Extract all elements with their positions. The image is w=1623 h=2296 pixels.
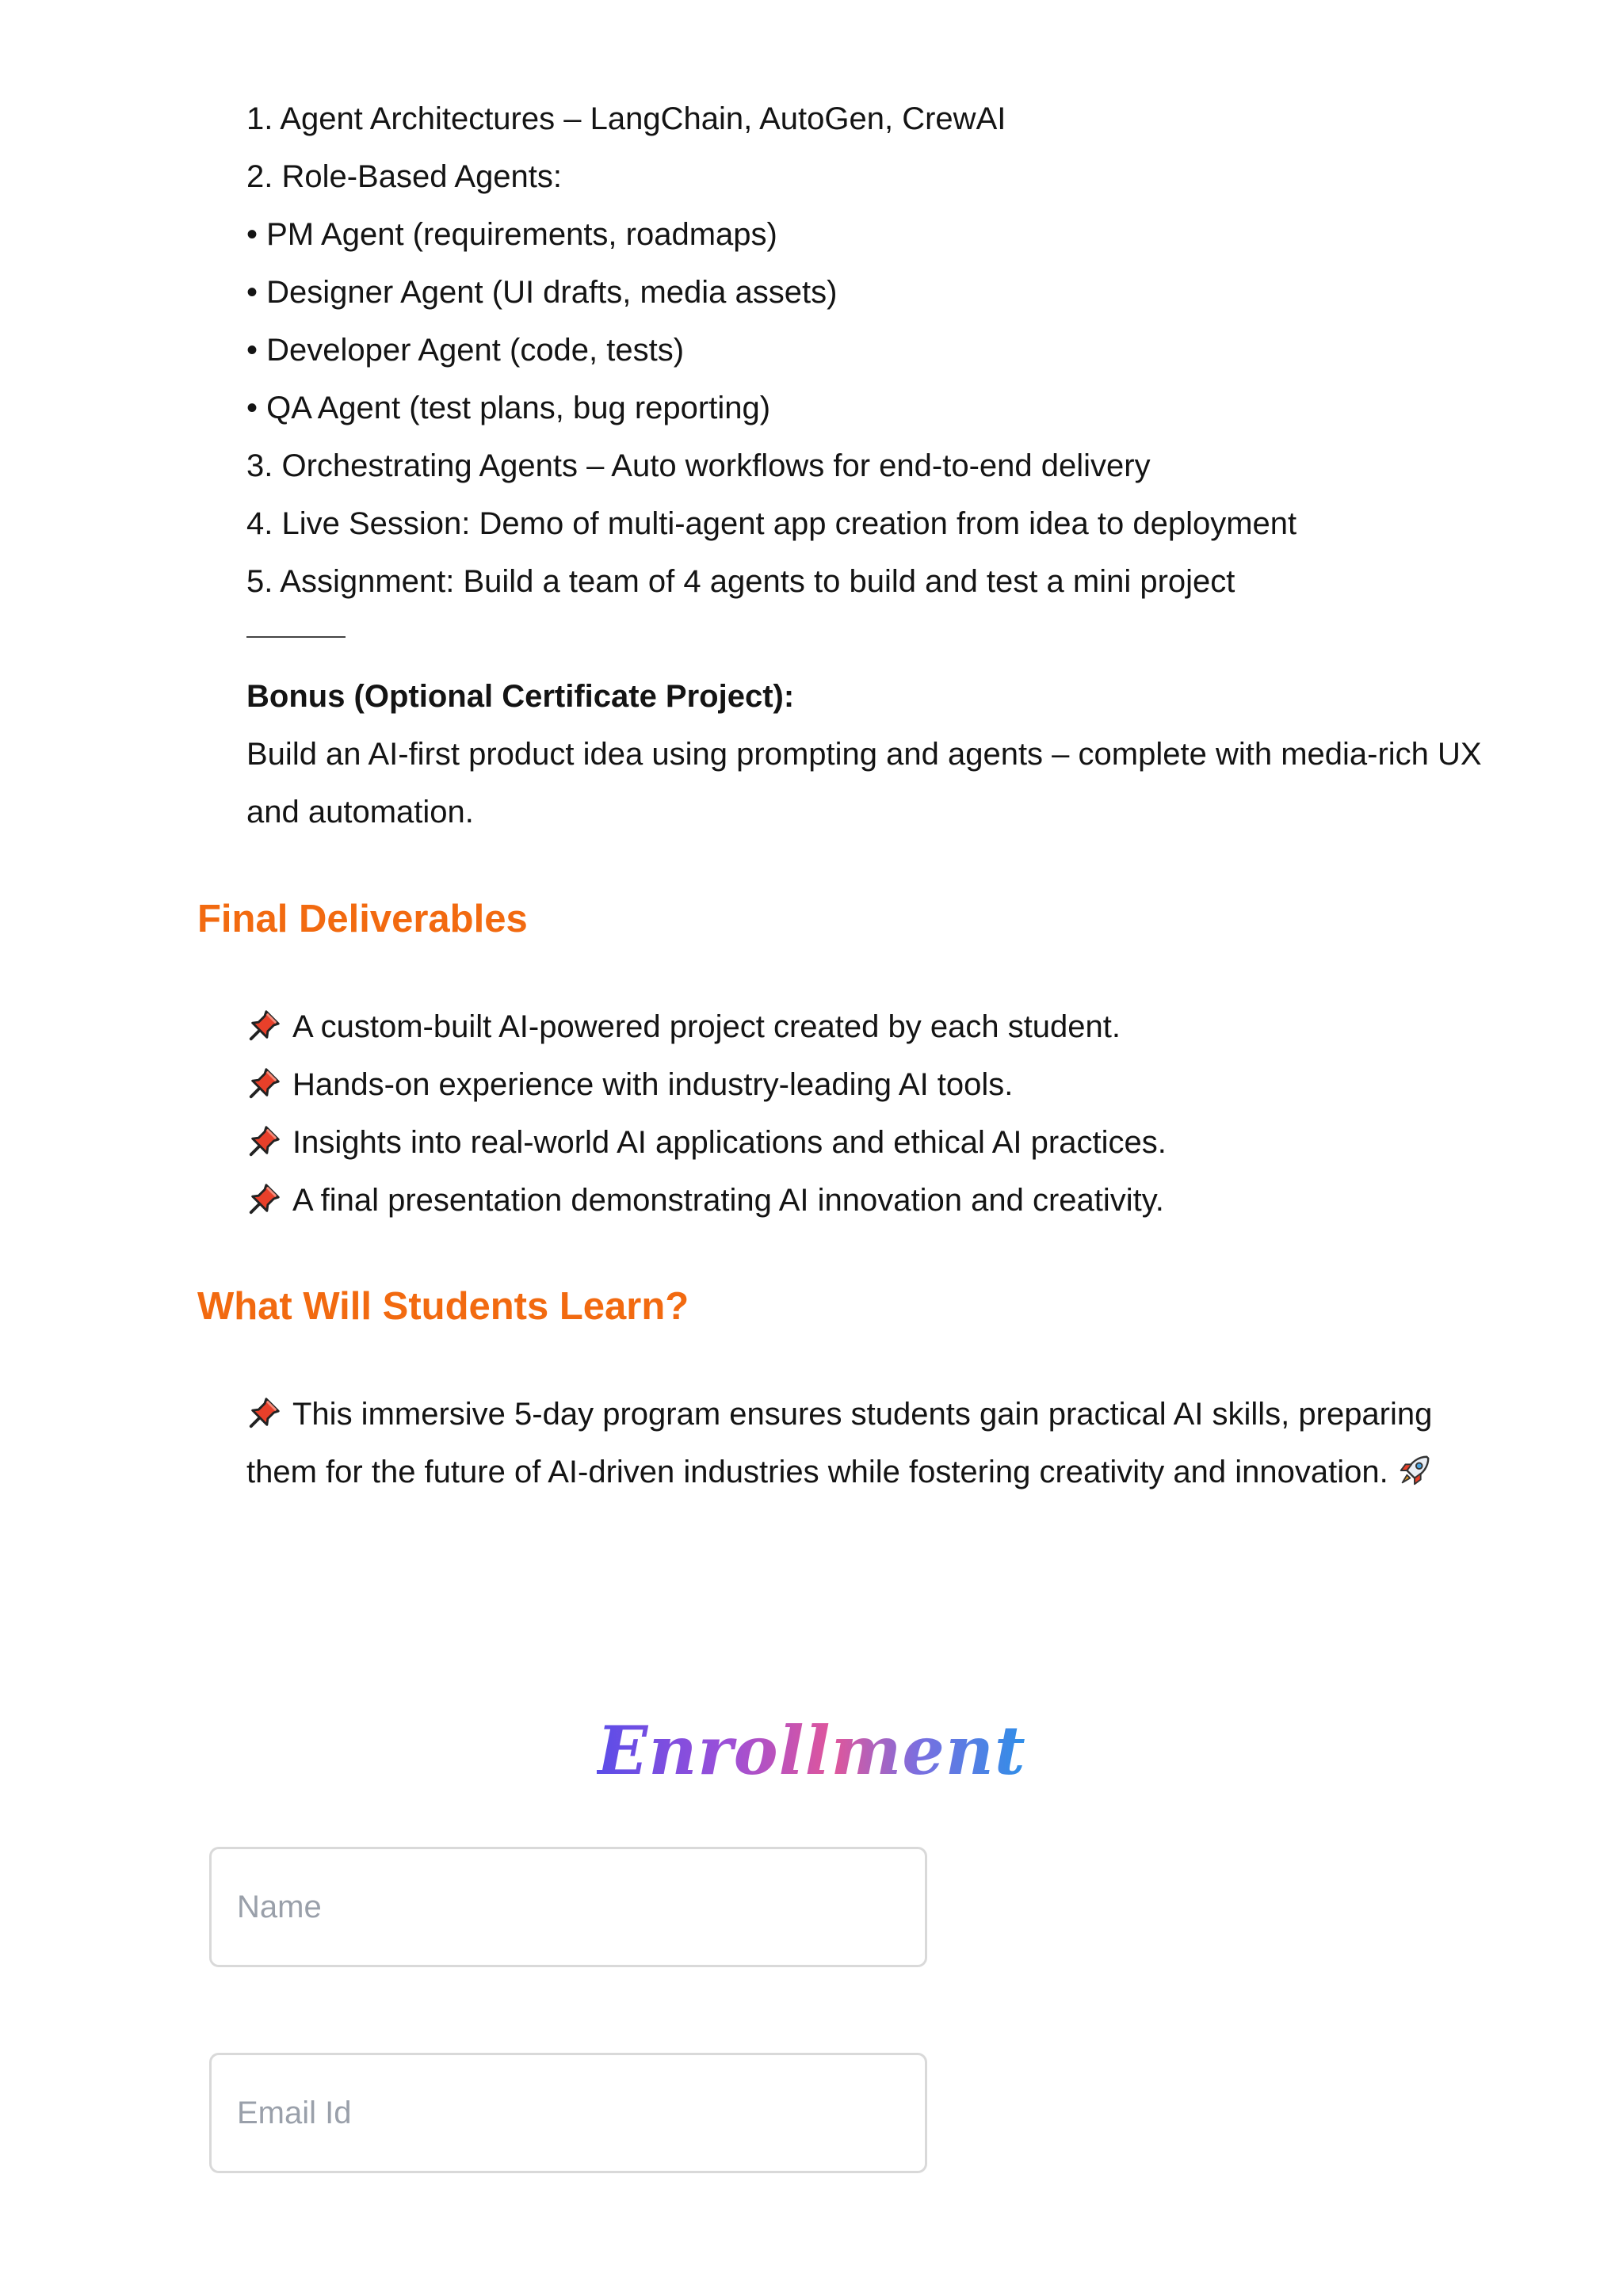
students-learn-heading: What Will Students Learn?	[197, 1285, 689, 1328]
module-item-5: 5. Assignment: Build a team of 4 agents to build and test a mini project	[246, 564, 1235, 599]
deliverable-item	[246, 1123, 1167, 1159]
pushpin-icon	[246, 1007, 283, 1043]
module-subitem-developer: • Developer Agent (code, tests)	[246, 333, 685, 368]
final-deliverables-heading: Final Deliverables	[197, 898, 528, 940]
name-input[interactable]	[209, 1847, 927, 1967]
deliverable-text: A custom-built AI-powered project created by each student.	[292, 1009, 1121, 1044]
module-item-2: 2. Role-Based Agents:	[246, 159, 563, 194]
section-divider	[246, 636, 346, 638]
pushpin-icon	[246, 1065, 283, 1101]
module-item-1: 1. Agent Architectures – LangChain, AutoGen, CrewAI	[246, 101, 1006, 136]
deliverable-item	[246, 1065, 1013, 1101]
module-item-3: 3. Orchestrating Agents – Auto workflows for end-to-end delivery	[246, 448, 1151, 483]
bonus-text-line-2: and automation.	[246, 795, 474, 830]
learn-text-line-1	[246, 1394, 1432, 1431]
module-subitem-qa: • QA Agent (test plans, bug reporting)	[246, 391, 771, 425]
deliverable-item	[246, 1180, 1164, 1217]
rocket-icon	[1396, 1452, 1433, 1489]
module-subitem-designer: • Designer Agent (UI drafts, media assets)	[246, 275, 838, 310]
deliverable-item	[246, 1007, 1121, 1043]
learn-text-line-2	[246, 1452, 1433, 1489]
enrollment-title	[0, 1711, 1623, 1790]
deliverable-text: A final presentation demonstrating AI innovation and creativity.	[292, 1183, 1164, 1218]
module-item-4: 4. Live Session: Demo of multi-agent app creation from idea to deployment	[246, 506, 1297, 541]
pushpin-icon	[246, 1180, 283, 1217]
email-input[interactable]	[209, 2053, 927, 2173]
learn-text: them for the future of AI-driven industries while fostering creativity and innovation.	[246, 1455, 1388, 1489]
pushpin-icon	[246, 1123, 283, 1159]
deliverable-text: Hands-on experience with industry-leading AI tools.	[292, 1067, 1014, 1102]
bonus-title: Bonus (Optional Certificate Project):	[246, 679, 795, 714]
module-subitem-pm: • PM Agent (requirements, roadmaps)	[246, 217, 777, 252]
deliverable-text: Insights into real-world AI applications and ethical AI practices.	[292, 1125, 1167, 1160]
enrollment-title-text: Enrollment	[597, 1711, 1026, 1790]
learn-text: This immersive 5-day program ensures students gain practical AI skills, preparing	[292, 1397, 1433, 1432]
pushpin-icon	[246, 1394, 283, 1431]
bonus-text-line-1: Build an AI-first product idea using prompting and agents – complete with media-rich UX	[246, 737, 1482, 772]
